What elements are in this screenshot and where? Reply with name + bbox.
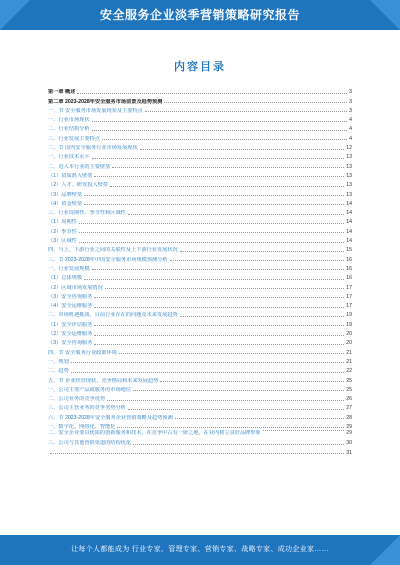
toc-page-number: 13: [346, 172, 352, 179]
toc-leader-dots: [140, 149, 345, 150]
toc-leader-dots: [133, 390, 344, 391]
toc-entry[interactable]: [48, 244, 352, 253]
toc-page-number: 4: [349, 117, 352, 124]
toc-entry[interactable]: [48, 309, 352, 318]
toc-page-number: 20: [346, 331, 352, 338]
toc-page-number: 14: [346, 200, 352, 207]
toc-leader-dots: [133, 444, 344, 445]
toc-entry[interactable]: [48, 446, 352, 455]
toc-leader-dots: [79, 232, 344, 233]
toc-page-number: 13: [346, 163, 352, 170]
toc-entry-text: （1）资质准入壁垒: [48, 172, 93, 179]
toc-page-number: 19: [346, 312, 352, 319]
toc-leader-dots: [170, 260, 345, 261]
toc-entry-text: 一、数字化、网络化、智能化: [48, 423, 116, 430]
toc-entry[interactable]: [48, 328, 352, 337]
toc-leader-dots: [175, 418, 344, 419]
toc-page-number: 21: [346, 358, 352, 365]
toc-leader-dots: [160, 381, 344, 382]
toc-leader-dots: [84, 204, 344, 205]
toc-entry-text: 二、市场机遇挑战、目前行业存在的问题及未来发展趋势: [48, 312, 178, 319]
toc-entry[interactable]: [48, 365, 352, 374]
toc-entry-text: 四、与上、下游行业之间的关联性及上下游行业发展状况: [48, 247, 178, 254]
toc-entry-text: 一、节 安全服务市场发展现状及主要特点: [48, 107, 143, 114]
toc-entry[interactable]: [48, 374, 352, 383]
toc-page-number: 4: [349, 135, 352, 142]
toc-leader-dots: [84, 279, 344, 280]
toc-leader-dots: [92, 130, 348, 131]
toc-entry-text: （3）区域性: [48, 238, 77, 245]
toc-page-number: 29: [346, 423, 352, 430]
toc-page-number: 30: [346, 440, 352, 447]
toc-leader-dots: [92, 158, 345, 159]
toc-leader-dots: [128, 409, 344, 410]
toc-entry-text: 五、节 企业经营现状、竞争格局和未来发展趋势: [48, 377, 159, 384]
toc-entry[interactable]: [48, 402, 352, 411]
toc-page-number: 4: [349, 126, 352, 133]
toc-entry[interactable]: [48, 263, 352, 272]
toc-entry-text: 二、公司业务的竞争优势: [48, 396, 106, 403]
toc-page-number: 20: [346, 340, 352, 347]
toc-leader-dots: [92, 269, 345, 270]
toc-entry[interactable]: [48, 411, 352, 420]
toc-page-number: 29: [346, 429, 352, 436]
toc-entry[interactable]: [48, 216, 352, 225]
toc-entry[interactable]: [48, 337, 352, 346]
toc-entry[interactable]: [48, 318, 352, 327]
toc-heading: 内容目录: [174, 61, 226, 73]
toc-page-number: 15: [346, 247, 352, 254]
toc-entry[interactable]: [48, 346, 352, 355]
toc-entry[interactable]: [48, 272, 352, 281]
toc-leader-dots: [119, 353, 344, 354]
toc-page-number: 16: [346, 256, 352, 263]
header-bar: [0, 0, 400, 30]
toc-entry-text: （4）资金壁垒: [48, 200, 83, 207]
toc-leader-dots: [94, 297, 344, 298]
toc-leader-dots: [94, 335, 344, 336]
toc-entry-text: 一、行业发展规模: [48, 265, 90, 272]
toc-entry[interactable]: [48, 188, 352, 197]
toc-entry[interactable]: [48, 142, 352, 151]
toc-leader-dots: [128, 214, 344, 215]
toc-entry-text: （1）安全评估服务: [48, 321, 93, 328]
toc-entry[interactable]: [48, 384, 352, 393]
toc-leader-dots: [180, 251, 345, 252]
toc-leader-dots: [94, 325, 344, 326]
toc-entry-text: 三、公司主营业务的竞争劣势分析: [48, 405, 126, 412]
toc-page-number: 12: [346, 145, 352, 152]
toc-page-number: 25: [346, 386, 352, 393]
toc-page-number: 14: [346, 238, 352, 245]
toc-entry-text: 一、行业市场现状: [48, 117, 90, 124]
toc-entry[interactable]: [48, 105, 352, 114]
toc-entry-text: 二、安全企业要以优质的创新服务和技术，在竞争中占有一席之地，在业内树立良好品牌形象: [48, 429, 261, 436]
toc-leader-dots: [79, 242, 344, 243]
toc-entry[interactable]: [48, 430, 352, 437]
toc-entry-text: 三、行业发展主要特点: [48, 135, 100, 142]
report-title: 安全服务企业淡季营销策略研究报告: [99, 8, 300, 22]
toc-entry-text: 二、行业结构分析: [48, 126, 90, 133]
toc-page-number: 27: [346, 405, 352, 412]
toc-entry-text: 二、进入本行业的主要壁垒: [48, 163, 111, 170]
toc-leader-dots: [92, 121, 348, 122]
toc-page-number: 21: [346, 349, 352, 356]
toc-entry[interactable]: [48, 281, 352, 290]
toc-entry-text: （2）人才、研发投入壁垒: [48, 182, 108, 189]
toc-page-number: 25: [346, 377, 352, 384]
toc-entry[interactable]: [48, 132, 352, 141]
toc-entry-text: （2）区域市场发展情况: [48, 284, 103, 291]
toc-leader-dots: [112, 167, 344, 168]
toc-page-number: 16: [346, 265, 352, 272]
toc-page-number: 3: [349, 89, 352, 96]
toc-leader-dots: [71, 372, 344, 373]
toc-entry-text: 三、公司与其他营销渠道的结构优化: [48, 440, 132, 447]
toc-page-number: 14: [346, 210, 352, 217]
toc-page-number: 28: [346, 414, 352, 421]
toc-page-number: 26: [346, 396, 352, 403]
toc-leader-dots: [107, 400, 344, 401]
toc-entry-text: （3）安全咨询服务: [48, 293, 93, 300]
toc-leader-dots: [102, 139, 347, 140]
toc-leader-dots: [84, 195, 344, 196]
toc-entry[interactable]: [48, 300, 352, 309]
toc-entry[interactable]: [48, 225, 352, 234]
toc-entry[interactable]: [48, 123, 352, 132]
toc-leader-dots: [110, 186, 344, 187]
toc-page-number: 3: [349, 98, 352, 105]
toc-entry[interactable]: [48, 179, 352, 188]
toc-page-number: 22: [346, 368, 352, 375]
toc-page-number: 13: [346, 182, 352, 189]
toc-leader-dots: [71, 362, 344, 363]
toc-entry[interactable]: [48, 437, 352, 446]
toc-page-number: 3: [349, 107, 352, 114]
toc-entry-text: 四、节 安全服务行业政策环境: [48, 349, 117, 356]
toc-leader-dots: [94, 176, 344, 177]
toc-entry[interactable]: [48, 235, 352, 244]
toc-entry[interactable]: [48, 356, 352, 365]
toc-entry-text: 一、规划: [48, 358, 69, 365]
toc-page-number: 16: [346, 275, 352, 282]
toc-leader-dots: [77, 93, 347, 94]
toc-entry-text: （4）安全运维服务: [48, 303, 93, 310]
toc-entry-text: 一、公司主要产品或服务的市场地位: [48, 386, 132, 393]
toc-leader-dots: [164, 102, 347, 103]
toc-leader-dots: [117, 427, 344, 428]
toc-entry-text: 二、趋势: [48, 368, 69, 375]
toc-page-number: 17: [346, 284, 352, 291]
toc-entry[interactable]: [48, 393, 352, 402]
toc-leader-dots: [263, 430, 345, 431]
toc-leader-dots: [145, 111, 347, 112]
toc-entry[interactable]: [48, 160, 352, 169]
toc-leader-dots: [94, 307, 344, 308]
toc-page-number: 17: [346, 303, 352, 310]
footer-slogan: 让每个人都能成为 行业专家、管理专家、营销专家、战略专家、成功企业家……: [71, 546, 329, 553]
toc-leader-dots: [79, 223, 344, 224]
toc-entry[interactable]: [48, 95, 352, 104]
toc-entry[interactable]: [48, 198, 352, 207]
toc-entry-text: 三、行业周期性、季节性和区域性: [48, 210, 126, 217]
toc-entry-text: 第二章 2023-2028年安全服务市场前景及趋势预测: [48, 98, 163, 105]
toc-leader-dots: [180, 316, 345, 317]
toc-entry-text: （2）季节性: [48, 228, 77, 235]
toc-leader-dots: [105, 288, 344, 289]
toc-page-number: 14: [346, 228, 352, 235]
toc-entry[interactable]: [48, 86, 352, 95]
toc-entry-text: 第一章 概述: [48, 89, 76, 96]
toc-entry[interactable]: [48, 114, 352, 123]
toc-leader-dots: [94, 344, 344, 345]
toc-entry-text: 三、节 2023-2028年中国安全服务市场规模预测分析: [48, 256, 168, 263]
toc-entry-text: （3）安全咨询服务: [48, 340, 93, 347]
toc-entry[interactable]: [48, 207, 352, 216]
toc-entry-text: （3）品牌壁垒: [48, 191, 83, 198]
toc-entry[interactable]: [48, 170, 352, 179]
toc-page-number: 19: [346, 321, 352, 328]
toc-entry-text: （1）总体规模: [48, 275, 83, 282]
table-of-contents: [48, 86, 352, 456]
toc-page-number: 13: [346, 154, 352, 161]
toc-entry-text: 六、节 2023-2028年安全服务企业营销策略及趋势预测: [48, 414, 173, 421]
toc-entry-text: 一、行业技术水平: [48, 154, 90, 161]
toc-page-number: 14: [346, 219, 352, 226]
toc-entry[interactable]: [48, 291, 352, 300]
footer-bar: [0, 535, 400, 565]
toc-entry-text: （1）周期性: [48, 219, 77, 226]
toc-entry-text: （2）安全运维服务: [48, 331, 93, 338]
toc-page-number: 13: [346, 191, 352, 198]
toc-entry[interactable]: [48, 151, 352, 160]
toc-leader-dots: [50, 453, 344, 454]
toc-entry[interactable]: [48, 421, 352, 430]
toc-entry[interactable]: [48, 253, 352, 262]
toc-page-number: 31: [346, 449, 352, 456]
toc-page-number: 17: [346, 293, 352, 300]
toc-entry-text: 二、节 国内安全服务行业市场发展现状: [48, 145, 138, 152]
